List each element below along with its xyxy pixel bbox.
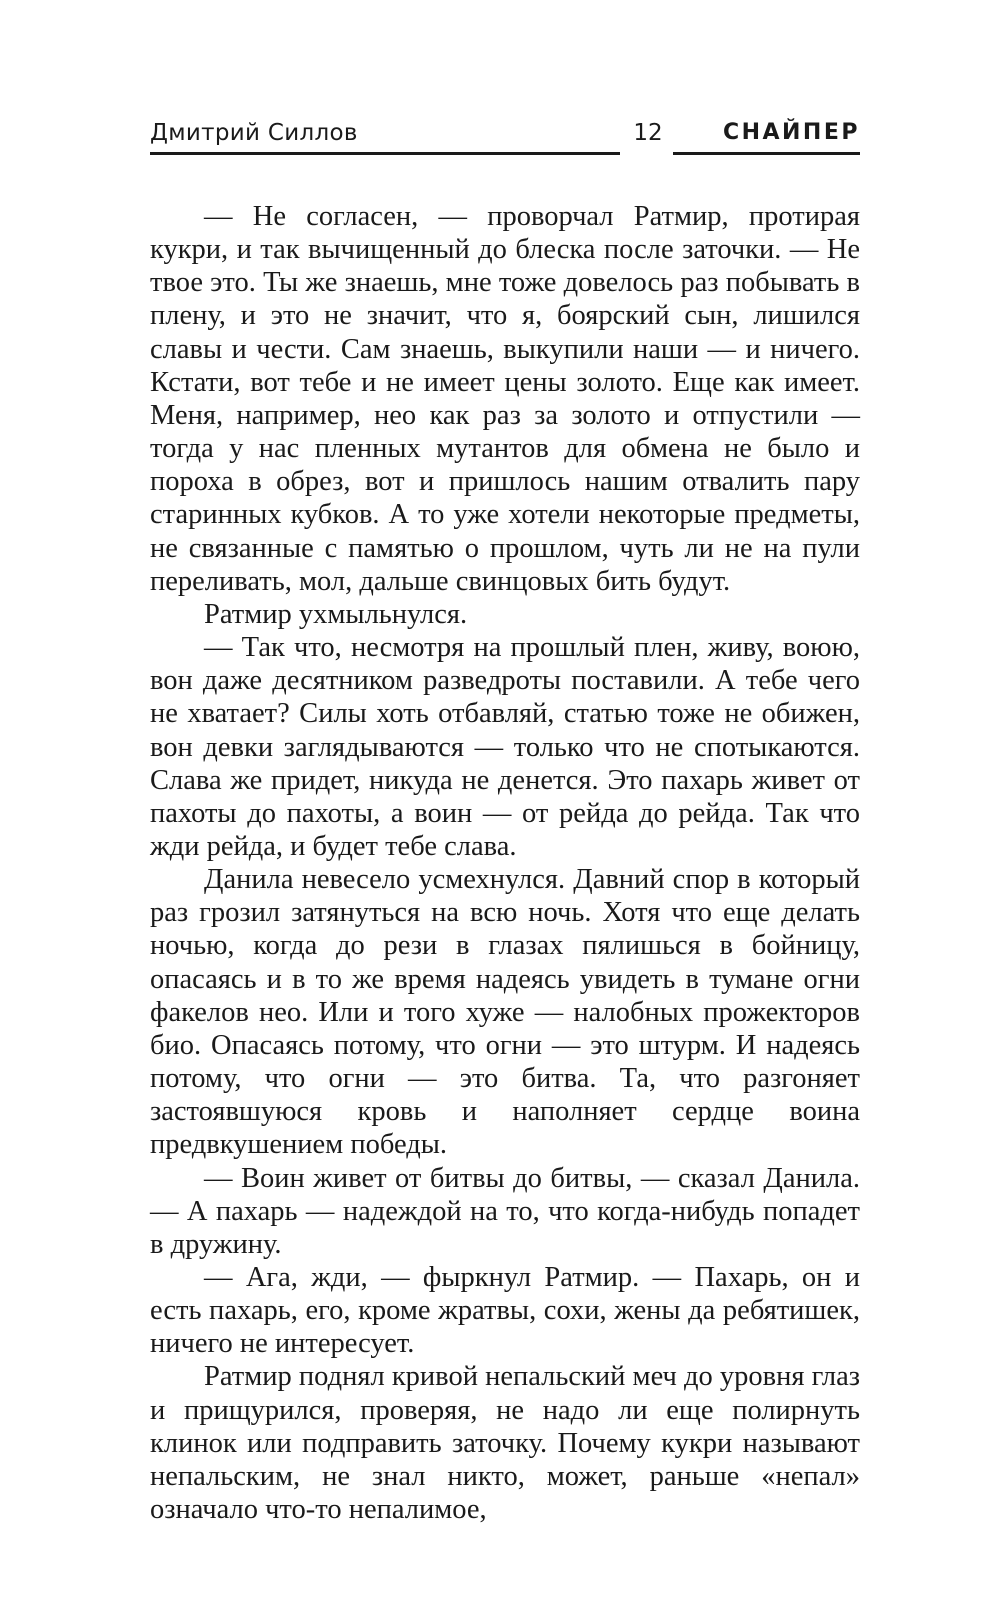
- paragraph: — Так что, несмотря на прошлый плен, живу, воюю, вон даже десятником разведроты поставили. А тебе чего не хватает? Силы хоть отбавляй, статью тоже не обижен, вон девки заглядываются — только что не спотыкаются. Слава же придет, никуда не денется. Это пахарь живет от пахоты до пахоты, а воин — от рейда до рейда. Так что жди рейда, и будет тебе слава.: [150, 632, 860, 862]
- paragraph: Ратмир ухмыльнулся.: [204, 598, 468, 630]
- paragraph: Данила невесело усмехнулся. Давний спор в который раз грозил затянуться на всю ночь. Хотя что еще делать ночью, когда до рези в глазах пялишься в бойницу, опасаясь и в то же время надеясь увидеть в тумане огни факелов нео. Или и того хуже — налобных прожекторов био. Опасаясь потому, что огни — это штурм. И надеясь потому, что огни — это битва. Та, что разгоняет застоявшуюся кровь и наполняет сердце воина предвкушением победы.: [150, 864, 860, 1161]
- paragraph: — Воин живет от битвы до битвы, — сказал Данила. — А пахарь — надеждой на то, что когда-нибудь попадет в дружину.: [150, 1162, 860, 1260]
- paragraph: Ратмир поднял кривой непальский меч до уровня глаз и прищурился, проверяя, не надо ли еще полирнуть клинок или подправить заточку. Почему кукри называют непальским, не знал никто, может, раньше «непал» означало что-то непалимое,: [150, 1361, 860, 1526]
- header-author: Дмитрий Силлов: [150, 118, 620, 155]
- body-text: [150, 200, 860, 1526]
- paragraph: — Ага, жди, — фыркнул Ратмир. — Пахарь, он и есть пахарь, его, кроме жратвы, сохи, жены да ребятишек, ничего не интересует.: [150, 1262, 860, 1360]
- running-header: [150, 118, 860, 158]
- paragraph: — Не согласен, — проворчал Ратмир, протирая кукри, и так вычищенный до блеска после заточки. — Не твое это. Ты же знаешь, мне тоже довелось раз побывать в плену, и это не значит, что я, боярский сын, лишился славы и чести. Сам знаешь, выкупили наши — и ничего. Кстати, вот тебе и не имеет цены золото. Еще как имеет. Меня, например, нео как раз за золото и отпустили — тогда у нас пленных мутантов для обмена не было и пороха в обрез, вот и пришлось нашим отвалить пару старинных кубков. А то уже хотели некоторые предметы, не связанные с памятью о прошлом, чуть ли не на пули переливать, мол, дальше свинцовых бить будут.: [150, 201, 860, 597]
- header-series-title: СНАЙПЕР: [673, 118, 860, 155]
- page-number: 12: [633, 120, 663, 146]
